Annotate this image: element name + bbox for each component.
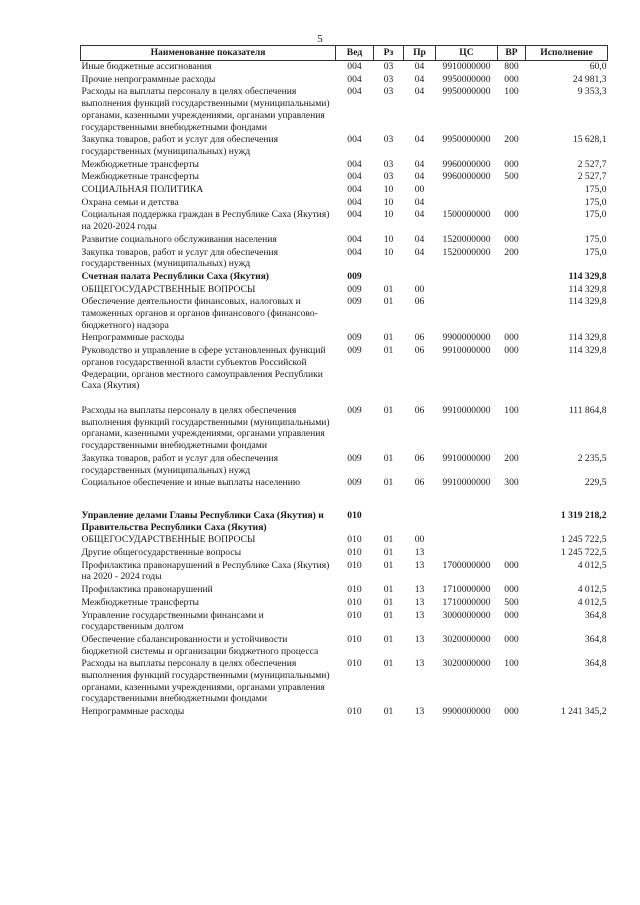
cell-ved: 009 [347, 296, 362, 308]
cell-vr [498, 296, 526, 332]
cell-indicator-name: Иные бюджетные ассигнования [81, 61, 212, 72]
cell-ved: 010 [347, 609, 362, 621]
table-row [81, 534, 608, 547]
cell-vr: 000 [504, 73, 519, 85]
cell-vr: 000 [504, 706, 519, 718]
cell-cs [436, 184, 498, 197]
cell-ved: 010 [347, 658, 362, 670]
cell-cs: 9960000000 [442, 171, 491, 183]
cell-cs: 9910000000 [442, 477, 491, 489]
cell-ved: 004 [347, 233, 362, 245]
cell-execution: 114 329,8 [568, 283, 607, 295]
cell-pr: 00 [414, 184, 425, 196]
table-body [81, 61, 608, 719]
cell-rz: 01 [383, 534, 394, 546]
cell-pr: 04 [414, 158, 425, 170]
cell-ved: 009 [347, 452, 362, 464]
table-row [81, 477, 608, 490]
cell-execution: 175,0 [584, 209, 607, 221]
cell-ved: 004 [347, 134, 362, 146]
cell-rz: 01 [383, 633, 394, 645]
cell-indicator-name: Непрограммные расходы [81, 706, 185, 718]
cell-pr: 04 [414, 196, 425, 208]
cell-vr [498, 284, 526, 297]
table-row [81, 296, 608, 332]
cell-ved: 009 [347, 477, 362, 489]
cell-ved: 004 [347, 171, 362, 183]
cell-rz: 01 [383, 404, 394, 416]
cell-pr [404, 271, 436, 284]
cell-execution: 229,5 [584, 477, 607, 489]
table-row [81, 584, 608, 597]
table-row [81, 247, 608, 271]
cell-pr: 13 [414, 559, 425, 571]
cell-pr: 06 [414, 404, 425, 416]
cell-indicator-name: Управление государственными финансами и государственным долгом [81, 609, 264, 633]
cell-execution: 2 235,5 [577, 452, 607, 464]
table-row [81, 61, 608, 74]
cell-rz: 03 [383, 171, 394, 183]
cell-cs [436, 490, 498, 534]
cell-vr: 800 [504, 61, 519, 72]
cell-rz: 10 [383, 184, 394, 196]
budget-execution-table [80, 45, 608, 719]
table-row [81, 634, 608, 658]
cell-vr: 000 [504, 633, 519, 645]
cell-rz: 01 [383, 596, 394, 608]
cell-pr: 06 [414, 332, 425, 344]
cell-cs: 9950000000 [442, 73, 491, 85]
cell-execution: 114 329,8 [568, 345, 607, 357]
cell-execution: 114 329,8 [568, 270, 607, 282]
cell-vr: 000 [504, 345, 519, 357]
cell-pr: 04 [414, 73, 425, 85]
cell-pr: 04 [414, 86, 425, 98]
cell-cs: 1520000000 [442, 233, 491, 245]
cell-indicator-name: Межбюджетные трансферты [81, 596, 199, 608]
cell-cs: 3020000000 [442, 633, 491, 645]
cell-rz: 01 [383, 345, 394, 357]
cell-cs [436, 534, 498, 547]
table-row [81, 74, 608, 87]
cell-execution: 1 245 722,5 [560, 547, 607, 559]
cell-vr: 000 [504, 584, 519, 596]
cell-pr: 06 [414, 345, 425, 357]
cell-execution: 175,0 [584, 196, 607, 208]
cell-ved: 004 [347, 184, 362, 196]
cell-execution: 364,8 [584, 609, 607, 621]
cell-pr: 13 [414, 609, 425, 621]
cell-vr [498, 197, 526, 210]
page-number: 5 [317, 33, 323, 45]
cell-rz: 10 [383, 209, 394, 221]
cell-vr [498, 490, 526, 534]
cell-pr: 13 [414, 547, 425, 559]
cell-indicator-name: ОБЩЕГОСУДАРСТВЕННЫЕ ВОПРОСЫ [81, 534, 256, 546]
cell-rz: 01 [383, 477, 394, 489]
header-indicator-name: Наименование показателя [81, 46, 336, 61]
cell-vr [498, 184, 526, 197]
cell-rz: 01 [383, 296, 394, 308]
cell-vr: 300 [504, 477, 519, 489]
cell-rz: 01 [383, 452, 394, 464]
cell-indicator-name: Обеспечение сбалансированности и устойчивости бюджетной системы и организации бюджетного процесса [81, 633, 319, 657]
table-row [81, 490, 608, 534]
cell-execution: 1 241 345,2 [560, 706, 607, 718]
table-row [81, 134, 608, 158]
cell-rz: 01 [383, 283, 394, 295]
cell-vr: 100 [504, 404, 519, 416]
cell-ved: 004 [347, 209, 362, 221]
cell-cs [436, 547, 498, 560]
cell-execution: 2 527,7 [577, 171, 607, 183]
cell-ved: 010 [347, 559, 362, 571]
cell-rz: 03 [383, 73, 394, 85]
cell-pr: 13 [414, 584, 425, 596]
cell-execution: 175,0 [584, 184, 607, 196]
cell-pr: 04 [414, 134, 425, 146]
cell-indicator-name: ОБЩЕГОСУДАРСТВЕННЫЕ ВОПРОСЫ [81, 283, 256, 295]
cell-execution: 4 012,5 [577, 559, 607, 571]
table-row [81, 597, 608, 610]
cell-indicator-name: Межбюджетные трансферты [81, 171, 199, 183]
cell-pr: 04 [414, 61, 425, 72]
header-vr: ВР [498, 46, 526, 61]
cell-cs: 9950000000 [442, 134, 491, 146]
cell-cs: 9960000000 [442, 158, 491, 170]
cell-vr [498, 534, 526, 547]
cell-ved: 004 [347, 86, 362, 98]
cell-indicator-name: Непрограммные расходы [81, 332, 185, 344]
cell-indicator-name: Закупка товаров, работ и услуг для обеспечения государственных (муниципальных) нужд [81, 134, 279, 157]
cell-cs: 9900000000 [442, 332, 491, 344]
cell-execution: 15 628,1 [572, 134, 607, 146]
cell-rz: 01 [383, 584, 394, 596]
cell-cs [436, 296, 498, 332]
cell-rz: 03 [383, 158, 394, 170]
cell-cs: 9910000000 [442, 452, 491, 464]
header-cs: ЦС [436, 46, 498, 61]
table-row [81, 345, 608, 393]
cell-indicator-name: Закупка товаров, работ и услуг для обеспечения государственных (муниципальных) нужд [81, 452, 279, 476]
cell-indicator-name: Профилактика правонарушений [81, 584, 213, 596]
cell-execution: 364,8 [584, 633, 607, 645]
cell-cs: 1700000000 [442, 559, 491, 571]
cell-cs: 1500000000 [442, 209, 491, 221]
cell-ved: 009 [347, 404, 362, 416]
cell-vr: 000 [504, 209, 519, 221]
cell-ved: 010 [347, 584, 362, 596]
table-row [81, 658, 608, 706]
table-row [81, 393, 608, 453]
cell-cs: 3000000000 [442, 609, 491, 621]
cell-cs: 9900000000 [442, 706, 491, 718]
cell-vr: 200 [504, 452, 519, 464]
cell-execution: 364,8 [584, 658, 607, 670]
cell-rz: 01 [383, 658, 394, 670]
cell-indicator-name: Управление делами Главы Республики Саха (Якутия) и Правительства Республики Саха (Якутия) [81, 509, 324, 533]
cell-indicator-name: Счетная палата Республики Саха (Якутия) [81, 270, 269, 282]
cell-cs: 1710000000 [442, 596, 491, 608]
cell-rz [374, 490, 404, 534]
cell-cs: 9950000000 [442, 86, 491, 98]
cell-rz: 01 [383, 547, 394, 559]
cell-execution: 114 329,8 [568, 332, 607, 344]
table-row [81, 197, 608, 210]
cell-indicator-name: Обеспечение деятельности финансовых, налоговых и таможенных органов и органов финансового (финансово-бюджетного) надзора [81, 296, 318, 331]
cell-vr: 000 [504, 332, 519, 344]
cell-rz: 03 [383, 134, 394, 146]
cell-execution: 111 864,8 [568, 404, 607, 416]
table-row [81, 453, 608, 477]
cell-rz: 10 [383, 196, 394, 208]
cell-indicator-name: Другие общегосударственные вопросы [81, 547, 242, 559]
cell-execution: 24 981,3 [572, 73, 607, 85]
cell-execution: 1 319 218,2 [560, 509, 607, 521]
cell-rz: 10 [383, 233, 394, 245]
cell-rz: 01 [383, 332, 394, 344]
cell-rz: 01 [383, 609, 394, 621]
table-row [81, 332, 608, 345]
cell-indicator-name: Расходы на выплаты персоналу в целях обеспечения выполнения функций государственными (муниципальными) органами, казенными учреждениями, органами управления государственными внебюджетными фондами [81, 404, 330, 452]
cell-rz: 10 [383, 246, 394, 258]
cell-rz: 01 [383, 706, 394, 718]
cell-cs: 1520000000 [442, 246, 491, 258]
header-execution: Исполнение [526, 46, 608, 61]
cell-rz: 03 [383, 61, 394, 72]
table-row [81, 171, 608, 184]
table-row [81, 209, 608, 233]
cell-cs: 3020000000 [442, 658, 491, 670]
cell-vr: 000 [504, 158, 519, 170]
cell-execution: 2 527,7 [577, 158, 607, 170]
cell-indicator-name: Расходы на выплаты персоналу в целях обеспечения выполнения функций государственными (муниципальными) органами, казенными учреждениями, органами управления государственными внебюджетными фондами [81, 658, 330, 705]
table-header-row [81, 46, 608, 61]
cell-execution: 9 353,3 [577, 86, 607, 98]
cell-cs [436, 284, 498, 297]
table-row [81, 271, 608, 284]
cell-cs: 9910000000 [442, 404, 491, 416]
table-row [81, 560, 608, 584]
cell-pr: 04 [414, 209, 425, 221]
cell-ved: 010 [347, 596, 362, 608]
cell-vr: 100 [504, 86, 519, 98]
cell-execution: 1 245 722,5 [560, 534, 607, 546]
cell-pr: 06 [414, 477, 425, 489]
cell-pr: 13 [414, 706, 425, 718]
cell-cs [436, 197, 498, 210]
cell-pr: 13 [414, 658, 425, 670]
cell-cs: 9910000000 [442, 345, 491, 357]
cell-pr: 13 [414, 633, 425, 645]
cell-pr: 06 [414, 296, 425, 308]
cell-ved: 009 [347, 332, 362, 344]
cell-execution: 114 329,8 [568, 296, 607, 308]
cell-cs: 9910000000 [442, 61, 491, 72]
cell-execution: 175,0 [584, 233, 607, 245]
cell-indicator-name: Охрана семьи и детства [81, 196, 179, 208]
cell-ved: 004 [347, 196, 362, 208]
cell-vr: 500 [504, 596, 519, 608]
cell-rz [374, 271, 404, 284]
cell-ved: 009 [347, 270, 362, 282]
header-ved: Вед [336, 46, 374, 61]
cell-ved: 004 [347, 158, 362, 170]
header-rz: Рз [374, 46, 404, 61]
cell-vr: 500 [504, 171, 519, 183]
cell-vr: 100 [504, 658, 519, 670]
budget-table-container [80, 45, 607, 719]
cell-ved: 009 [347, 283, 362, 295]
cell-ved: 004 [347, 246, 362, 258]
cell-indicator-name: СОЦИАЛЬНАЯ ПОЛИТИКА [81, 184, 204, 196]
cell-rz: 03 [383, 86, 394, 98]
table-row [81, 86, 608, 134]
cell-vr: 000 [504, 559, 519, 571]
cell-indicator-name: Прочие непрограммные расходы [81, 73, 216, 85]
cell-indicator-name: Развитие социального обслуживания населения [81, 233, 277, 245]
cell-execution: 4 012,5 [577, 584, 607, 596]
table-row [81, 159, 608, 172]
cell-cs [436, 271, 498, 284]
cell-vr [498, 547, 526, 560]
cell-execution: 60,0 [589, 61, 607, 72]
table-row [81, 547, 608, 560]
cell-indicator-name: Расходы на выплаты персоналу в целях обеспечения выполнения функций государственными (муниципальными) органами, казенными учреждениями, органами управления государственными внебюджетными фондами [81, 86, 330, 133]
cell-vr: 200 [504, 134, 519, 146]
table-row [81, 184, 608, 197]
cell-vr [498, 271, 526, 284]
cell-ved: 010 [347, 509, 362, 521]
cell-pr [404, 490, 436, 534]
cell-pr: 04 [414, 233, 425, 245]
cell-ved: 010 [347, 706, 362, 718]
cell-cs: 1710000000 [442, 584, 491, 596]
table-row [81, 284, 608, 297]
cell-rz: 01 [383, 559, 394, 571]
table-row [81, 706, 608, 719]
cell-pr: 13 [414, 596, 425, 608]
cell-pr: 04 [414, 246, 425, 258]
cell-pr: 04 [414, 171, 425, 183]
cell-ved: 010 [347, 547, 362, 559]
table-row [81, 234, 608, 247]
cell-pr: 00 [414, 534, 425, 546]
cell-execution: 4 012,5 [577, 596, 607, 608]
cell-ved: 004 [347, 61, 362, 72]
cell-vr: 000 [504, 609, 519, 621]
cell-vr: 000 [504, 233, 519, 245]
cell-ved: 010 [347, 534, 362, 546]
cell-indicator-name: Руководство и управление в сфере установленных функций органов государственной власти субъектов Российской Федерации, органов местного самоуправления Республики Саха (Якутия) [81, 345, 326, 392]
cell-ved: 004 [347, 73, 362, 85]
cell-indicator-name: Закупка товаров, работ и услуг для обеспечения государственных (муниципальных) нужд [81, 246, 279, 270]
cell-pr: 00 [414, 283, 425, 295]
cell-execution: 175,0 [584, 246, 607, 258]
cell-indicator-name: Социальная поддержка граждан в Республике Саха (Якутия) на 2020-2024 годы [81, 209, 330, 233]
header-pr: Пр [404, 46, 436, 61]
cell-ved: 009 [347, 345, 362, 357]
cell-indicator-name: Профилактика правонарушений в Республике Саха (Якутия) на 2020 - 2024 годы [81, 559, 330, 583]
cell-indicator-name: Межбюджетные трансферты [81, 158, 199, 170]
cell-vr: 200 [504, 246, 519, 258]
cell-ved: 010 [347, 633, 362, 645]
cell-pr: 06 [414, 452, 425, 464]
table-row [81, 610, 608, 634]
cell-indicator-name: Социальное обеспечение и иные выплаты населению [81, 477, 300, 489]
